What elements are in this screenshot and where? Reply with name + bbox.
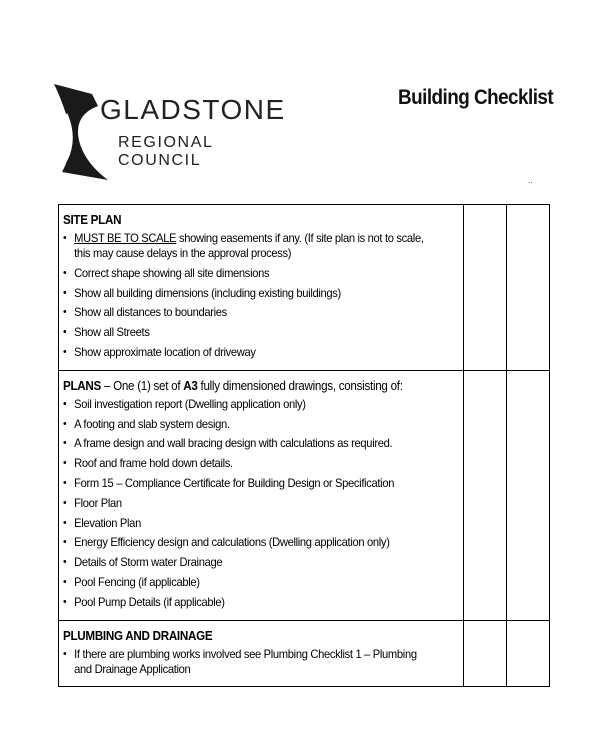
checklist-item-text: Show all Streets — [74, 325, 150, 340]
checklist-item-text: Form 15 – Compliance Certificate for Building Design or Specification — [74, 475, 395, 490]
section-heading — [63, 377, 435, 395]
checklist-item-text: Show approximate location of driveway — [74, 344, 256, 359]
checklist-item — [63, 397, 435, 412]
checklist-section-row — [59, 205, 550, 371]
checklist-item — [63, 535, 435, 550]
section-block — [59, 621, 463, 687]
checklist-item-text: Show all building dimensions (including existing buildings) — [74, 285, 341, 300]
check-column-1[interactable] — [464, 620, 507, 687]
section-heading-label: PLUMBING AND DRAINAGE — [63, 628, 213, 643]
section-item-list — [63, 397, 463, 610]
document-title: Building Checklist — [398, 86, 554, 109]
checklist-item — [63, 231, 435, 261]
section-heading-label: PLANS — [63, 378, 102, 393]
checklist-item-text: Pool Fencing (if applicable) — [74, 574, 200, 589]
checklist-item-text: Details of Storm water Drainage — [74, 555, 223, 570]
checklist-item-text: Soil investigation report (Dwelling application only) — [74, 396, 306, 411]
section-intro-text-end: fully dimensioned drawings, consisting of: — [197, 378, 403, 393]
checklist-item-text: Correct shape showing all site dimensions — [74, 265, 270, 280]
checklist-item-emphasis: MUST BE TO SCALE — [74, 231, 177, 245]
checklist-item — [63, 456, 435, 471]
checklist-item — [63, 476, 435, 491]
checklist-item — [63, 345, 435, 360]
checklist-item-text: Energy Efficiency design and calculations (Dwelling application only) — [74, 535, 390, 550]
checklist-item-text: Roof and frame hold down details. — [74, 456, 233, 471]
checklist-section-row — [59, 370, 550, 620]
checklist-item — [63, 286, 435, 301]
checklist-item — [63, 266, 435, 281]
page-marker: .. — [528, 176, 533, 185]
check-column-2[interactable] — [507, 205, 550, 371]
checklist-section-row — [59, 620, 550, 687]
checklist-item — [63, 325, 435, 340]
section-item-list — [63, 231, 463, 360]
section-heading — [63, 627, 435, 645]
checklist-item-text: Show all distances to boundaries — [74, 305, 227, 320]
checklist-item — [63, 595, 435, 610]
checklist-item-text: Pool Pump Details (if applicable) — [74, 594, 225, 609]
checklist-item-text: A frame design and wall bracing design with calculations as required. — [74, 436, 393, 451]
section-intro-text: – One (1) set of — [101, 378, 184, 393]
logo-org-subtitle: REGIONAL COUNCIL — [118, 134, 213, 169]
check-column-2[interactable] — [507, 370, 550, 620]
logo-org-name: GLADSTONE — [100, 94, 286, 125]
checklist-item — [63, 305, 435, 320]
council-logo — [52, 84, 292, 184]
section-content-cell — [59, 620, 464, 687]
section-content-cell — [59, 370, 464, 620]
checklist-item — [63, 436, 435, 451]
checklist-item — [63, 516, 435, 531]
checklist-item-text: Elevation Plan — [74, 515, 141, 530]
section-item-list — [63, 647, 463, 677]
section-content-cell — [59, 205, 464, 371]
checklist-item — [63, 496, 435, 511]
check-column-2[interactable] — [507, 620, 550, 687]
checklist-item — [63, 575, 435, 590]
check-column-1[interactable] — [464, 205, 507, 371]
checklist-table — [58, 204, 550, 687]
checklist-item — [63, 555, 435, 570]
checklist-item-text: If there are plumbing works involved see Plumbing Checklist 1 – Plumbing and Drainage Application — [74, 646, 417, 676]
section-block — [59, 205, 463, 370]
section-intro-bold: A3 — [183, 378, 198, 393]
section-heading — [63, 211, 435, 229]
checklist-item — [63, 417, 435, 432]
checklist-item-text: A footing and slab system design. — [74, 416, 230, 431]
checklist-item-text: showing easements if any. (If site plan is not to scale, this may cause delays in the approval process) — [74, 231, 424, 260]
checklist-item-text: Floor Plan — [74, 495, 122, 510]
section-block — [59, 371, 463, 620]
checklist-item — [63, 647, 435, 677]
section-heading-label: SITE PLAN — [63, 213, 122, 227]
check-column-1[interactable] — [464, 370, 507, 620]
